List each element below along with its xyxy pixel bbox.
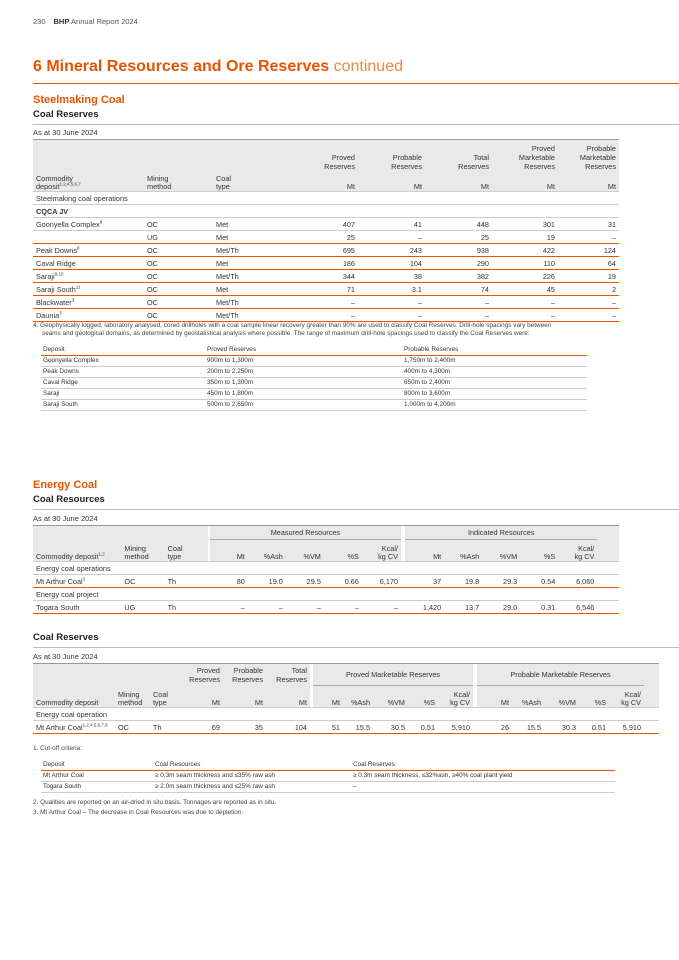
cell: 226	[492, 270, 558, 283]
cell: Met/Th	[213, 309, 291, 322]
cell: Th	[150, 721, 180, 734]
cell: 422	[492, 244, 558, 257]
col-vm: %VM	[482, 540, 520, 562]
cell: 344	[291, 270, 358, 283]
col-mt: Mt	[210, 540, 248, 562]
unit: Mt	[425, 171, 492, 192]
group-label: Energy coal operations	[33, 562, 619, 575]
cell: 15.5	[512, 721, 544, 734]
col-commodity: Commodity deposit	[33, 686, 115, 708]
table-row	[41, 366, 587, 377]
group-row	[33, 192, 619, 205]
col-mt: Mt	[313, 686, 343, 708]
cell-deposit: Saraji$^{9,10}$	[33, 270, 144, 283]
table-row	[41, 377, 587, 388]
cell: 45	[492, 283, 558, 296]
col-ash: %Ash	[343, 686, 373, 708]
table-header-row	[41, 759, 615, 770]
unit: Mt	[492, 171, 558, 192]
page-title-main: 6 Mineral Resources and Ore Reserves	[33, 58, 330, 75]
cell: 0.51	[408, 721, 438, 734]
cell: 26	[477, 721, 512, 734]
cell: Caval Ridge	[41, 377, 205, 388]
cell: 800m to 3,600m	[402, 388, 587, 399]
table-header-row	[33, 526, 619, 540]
unit: Mt	[291, 171, 358, 192]
table-row	[33, 257, 619, 270]
unit: Mt	[558, 171, 619, 192]
cell-deposit: Caval Ridge	[33, 257, 144, 270]
col-s: %S	[579, 686, 609, 708]
col-cv: Kcal/ kg CV	[362, 540, 401, 562]
col-mt: Mt	[180, 686, 223, 708]
cell: 0.54	[520, 575, 558, 588]
cell: Goonyella Complex	[41, 355, 205, 366]
energy-rsv-as-at: As at 30 June 2024	[33, 652, 98, 661]
cell: –	[558, 296, 619, 309]
col-mt: Mt	[223, 686, 266, 708]
col-probable-marketable-reserves: Probable Marketable Reserves	[477, 664, 644, 686]
page-number: 230	[33, 17, 46, 26]
col-s: %S	[520, 540, 558, 562]
steel-note-4	[33, 322, 633, 338]
subgroup-row	[33, 205, 619, 218]
cell: 29.0	[482, 601, 520, 614]
cell: –	[358, 296, 425, 309]
section-energy-coal: Energy Coal	[33, 479, 98, 491]
cell: –	[425, 309, 492, 322]
cell: 301	[492, 218, 558, 231]
energy-reserves-title: Coal Reserves	[33, 632, 99, 643]
cell: –	[358, 309, 425, 322]
cell: OC	[144, 309, 213, 322]
cell: –	[558, 309, 619, 322]
cell: Th	[165, 575, 208, 588]
cell: 74	[425, 283, 492, 296]
cell: 31	[558, 218, 619, 231]
cell: 5,910	[609, 721, 644, 734]
cell-deposit: Goonyella Complex$^8$	[33, 218, 144, 231]
table-row	[33, 601, 619, 614]
cell: 900m to 1,300m	[205, 355, 402, 366]
group-row	[33, 562, 619, 575]
energy-note-2: 2. Qualities are reported on an air-dried in situ basis. Tonnages are reported as in situ.	[33, 799, 277, 806]
table-row	[33, 296, 619, 309]
table-row	[41, 355, 587, 366]
col-proved: Proved Reserves	[180, 664, 223, 686]
cell: –	[558, 231, 619, 244]
cell: Th	[165, 601, 208, 614]
energy-reserves-table	[33, 663, 659, 734]
col-probable: Probable Reserves	[402, 344, 587, 355]
cell: 1,000m to 4,200m	[402, 399, 587, 410]
col-vm: %VM	[544, 686, 579, 708]
cell: 13.7	[444, 601, 482, 614]
col-ash: %Ash	[444, 540, 482, 562]
table-row	[41, 781, 615, 792]
table-row	[33, 309, 619, 322]
steel-reserves-table	[33, 139, 619, 322]
col-deposit: Deposit	[41, 344, 205, 355]
cell: 6,060	[558, 575, 597, 588]
table-row	[33, 283, 619, 296]
note-line: seams and geological domains, as determined by geostatistical analysis where possible. The range of maximum drill-hole spacings used to classify the Coal Reserves were:	[42, 330, 530, 337]
cell: –	[351, 781, 615, 792]
cell: 51	[313, 721, 343, 734]
table-row	[33, 218, 619, 231]
col-proved: Proved Reserves	[291, 140, 358, 171]
cell: –	[248, 601, 286, 614]
cell: 1,750m to 2,400m	[402, 355, 587, 366]
cell: OC	[144, 270, 213, 283]
col-s: %S	[408, 686, 438, 708]
cell: Saraji	[41, 388, 205, 399]
cell: 19.0	[248, 575, 286, 588]
cell: 448	[425, 218, 492, 231]
cell: 407	[291, 218, 358, 231]
col-ash: %Ash	[512, 686, 544, 708]
steel-reserves-title: Coal Reserves	[33, 109, 99, 120]
cell: 5,910	[438, 721, 473, 734]
company-name: BHP	[53, 17, 70, 26]
cell: 243	[358, 244, 425, 257]
table-row	[41, 770, 615, 781]
cell: ≥ 2.0m seam thickness and ≤25% raw ash	[153, 781, 351, 792]
cell: 124	[558, 244, 619, 257]
cell: 450m to 1,800m	[205, 388, 402, 399]
report-name: Annual Report 2024	[71, 17, 138, 26]
cell-deposit	[33, 231, 144, 244]
cell: –	[425, 296, 492, 309]
col-coal-reserves: Coal Reserves	[351, 759, 615, 770]
col-coal-type: Coal type	[150, 686, 180, 708]
cell: OC	[144, 218, 213, 231]
energy-resources-table	[33, 525, 619, 614]
table-row	[33, 575, 619, 588]
cell: 19.8	[444, 575, 482, 588]
table-header-row	[33, 540, 619, 562]
col-commodity: Commodity deposit$^{1,2}$	[33, 540, 121, 562]
note-line: 4. Geophysically logged, laboratory analysed, cored drillholes with a coal sample linear recovery greater than 90% are used to classify Coal Reserves. Drill-hole spacings vary between	[33, 322, 552, 329]
col-probable-marketable: Probable Marketable Reserves	[558, 140, 619, 171]
col-proved-marketable-reserves: Proved Marketable Reserves	[313, 664, 473, 686]
cell: 6,546	[558, 601, 597, 614]
unit: Mt	[358, 171, 425, 192]
divider	[33, 647, 679, 648]
cell: 382	[425, 270, 492, 283]
cell: Saraji South	[41, 399, 205, 410]
cell: Met	[213, 218, 291, 231]
divider	[33, 509, 679, 510]
cell: 695	[291, 244, 358, 257]
col-cv: Kcal/ kg CV	[558, 540, 597, 562]
cell: UG	[144, 231, 213, 244]
col-vm: %VM	[286, 540, 324, 562]
table-header-row	[33, 171, 619, 192]
group-label: Steelmaking coal operations	[33, 192, 619, 205]
cell: 30.3	[544, 721, 579, 734]
title-divider	[33, 83, 679, 84]
cell: 38	[358, 270, 425, 283]
cell: 15.5	[343, 721, 373, 734]
table-row	[33, 721, 659, 734]
cell: –	[492, 309, 558, 322]
cell: Met/Th	[213, 296, 291, 309]
cell: 500m to 2,650m	[205, 399, 402, 410]
col-commodity: Commodity deposit$^{1,2,4,5,6,7}$	[33, 171, 144, 192]
section-steelmaking-coal: Steelmaking Coal	[33, 94, 125, 106]
table-header-row	[33, 140, 619, 171]
col-indicated-resources: Indicated Resources	[405, 526, 597, 540]
table-header-row	[41, 344, 587, 355]
cell: 25	[425, 231, 492, 244]
col-mining-method: Mining method	[121, 540, 164, 562]
col-cv: Kcal/ kg CV	[609, 686, 644, 708]
cell-deposit: Blackwater$^3$	[33, 296, 144, 309]
cell: OC	[144, 296, 213, 309]
col-cv: Kcal/ kg CV	[438, 686, 473, 708]
cell: 29.3	[482, 575, 520, 588]
col-mt: Mt	[266, 686, 310, 708]
cell: –	[286, 601, 324, 614]
energy-resources-title: Coal Resources	[33, 494, 105, 505]
cell-deposit: Mt Arthur Coal$^3$	[33, 575, 121, 588]
col-s: %S	[324, 540, 362, 562]
cell: 104	[266, 721, 310, 734]
steel-as-at: As at 30 June 2024	[33, 128, 98, 137]
cell: Met	[213, 257, 291, 270]
cell: –	[324, 601, 362, 614]
col-measured-resources: Measured Resources	[210, 526, 401, 540]
cell: 37	[405, 575, 444, 588]
col-coal-type: Coal type	[165, 540, 208, 562]
cell: –	[492, 296, 558, 309]
col-deposit: Deposit	[41, 759, 153, 770]
cell: Peak Downs	[41, 366, 205, 377]
cell: –	[291, 309, 358, 322]
cell: 3.1	[358, 283, 425, 296]
cell-deposit: Saraji South$^{11}$	[33, 283, 144, 296]
cell: OC	[115, 721, 150, 734]
cell: 71	[291, 283, 358, 296]
energy-note-3: 3. Mt Arthur Coal – The decrease in Coal Resources was due to depletion.	[33, 809, 244, 816]
cell: 650m to 2,400m	[402, 377, 587, 388]
cell: 29.5	[286, 575, 324, 588]
table-header-row	[33, 664, 659, 686]
col-mt: Mt	[405, 540, 444, 562]
cell: 41	[358, 218, 425, 231]
cell: Togara South	[41, 781, 153, 792]
cell: Met/Th	[213, 244, 291, 257]
group-row	[33, 708, 659, 721]
cell: 6,170	[362, 575, 401, 588]
table-row	[41, 388, 587, 399]
col-vm: %VM	[373, 686, 408, 708]
table-row	[41, 399, 587, 410]
cell: ≥ 0.3m seam thickness, ≤32%ash, ≥40% coal plant yield	[351, 770, 615, 781]
cell: –	[210, 601, 248, 614]
cell: OC	[144, 244, 213, 257]
cell: 35	[223, 721, 266, 734]
col-mining-method: Mining method	[144, 171, 213, 192]
divider	[33, 124, 679, 125]
cutoff-criteria-table	[41, 759, 615, 793]
page-header	[33, 17, 138, 26]
cell-deposit: Peak Downs$^8$	[33, 244, 144, 257]
cell: OC	[144, 283, 213, 296]
col-probable: Probable Reserves	[358, 140, 425, 171]
cell-deposit: Daunia$^3$	[33, 309, 144, 322]
cell: 64	[558, 257, 619, 270]
cell: 350m to 1,300m	[205, 377, 402, 388]
col-proved: Proved Reserves	[205, 344, 402, 355]
cell: –	[362, 601, 401, 614]
cell-deposit: Mt Arthur Coal$^{1,2,4,5,6,7,8}$	[33, 721, 115, 734]
energy-note-1: 1. Cut-off criteria:	[33, 745, 82, 752]
cell: OC	[121, 575, 164, 588]
cell: ≥ 0.3m seam thickness and ≤35% raw ash	[153, 770, 351, 781]
table-header-row	[33, 686, 659, 708]
table-row	[33, 244, 619, 257]
cell: –	[291, 296, 358, 309]
cell: Met	[213, 231, 291, 244]
cell: 200m to 2,250m	[205, 366, 402, 377]
col-mining-method: Mining method	[115, 686, 150, 708]
col-coal-type: Coal type	[213, 171, 291, 192]
group-label: Energy coal operation	[33, 708, 659, 721]
cell: 19	[558, 270, 619, 283]
cell: OC	[144, 257, 213, 270]
cell: 0.66	[324, 575, 362, 588]
col-coal-resources: Coal Resources	[153, 759, 351, 770]
col-ash: %Ash	[248, 540, 286, 562]
subgroup-label: CQCA JV	[33, 205, 619, 218]
cell: 110	[492, 257, 558, 270]
cell: 1,420	[405, 601, 444, 614]
table-row	[33, 270, 619, 283]
page-title	[33, 58, 403, 76]
cell: 69	[180, 721, 223, 734]
cell: 19	[492, 231, 558, 244]
table-row	[33, 231, 619, 244]
cell: 30.5	[373, 721, 408, 734]
cell-deposit: Togara South	[33, 601, 121, 614]
col-total: Total Reserves	[425, 140, 492, 171]
cell: 2	[558, 283, 619, 296]
drill-spacing-table	[41, 344, 587, 411]
cell: 80	[210, 575, 248, 588]
cell: Met	[213, 283, 291, 296]
cell: Mt Arthur Coal	[41, 770, 153, 781]
cell: UG	[121, 601, 164, 614]
cell: 400m to 4,300m	[402, 366, 587, 377]
cell: Met/Th	[213, 270, 291, 283]
energy-res-as-at: As at 30 June 2024	[33, 514, 98, 523]
cell: 290	[425, 257, 492, 270]
col-proved-marketable: Proved Marketable Reserves	[492, 140, 558, 171]
cell: 938	[425, 244, 492, 257]
group-row	[33, 588, 619, 601]
col-total: Total Reserves	[266, 664, 310, 686]
page-title-suffix: continued	[333, 58, 403, 75]
cell: 0.31	[520, 601, 558, 614]
col-probable: Probable Reserves	[223, 664, 266, 686]
cell: 25	[291, 231, 358, 244]
cell: 104	[358, 257, 425, 270]
cell: 0.51	[579, 721, 609, 734]
cell: 186	[291, 257, 358, 270]
group-label: Energy coal project	[33, 588, 619, 601]
col-mt: Mt	[477, 686, 512, 708]
cell: –	[358, 231, 425, 244]
